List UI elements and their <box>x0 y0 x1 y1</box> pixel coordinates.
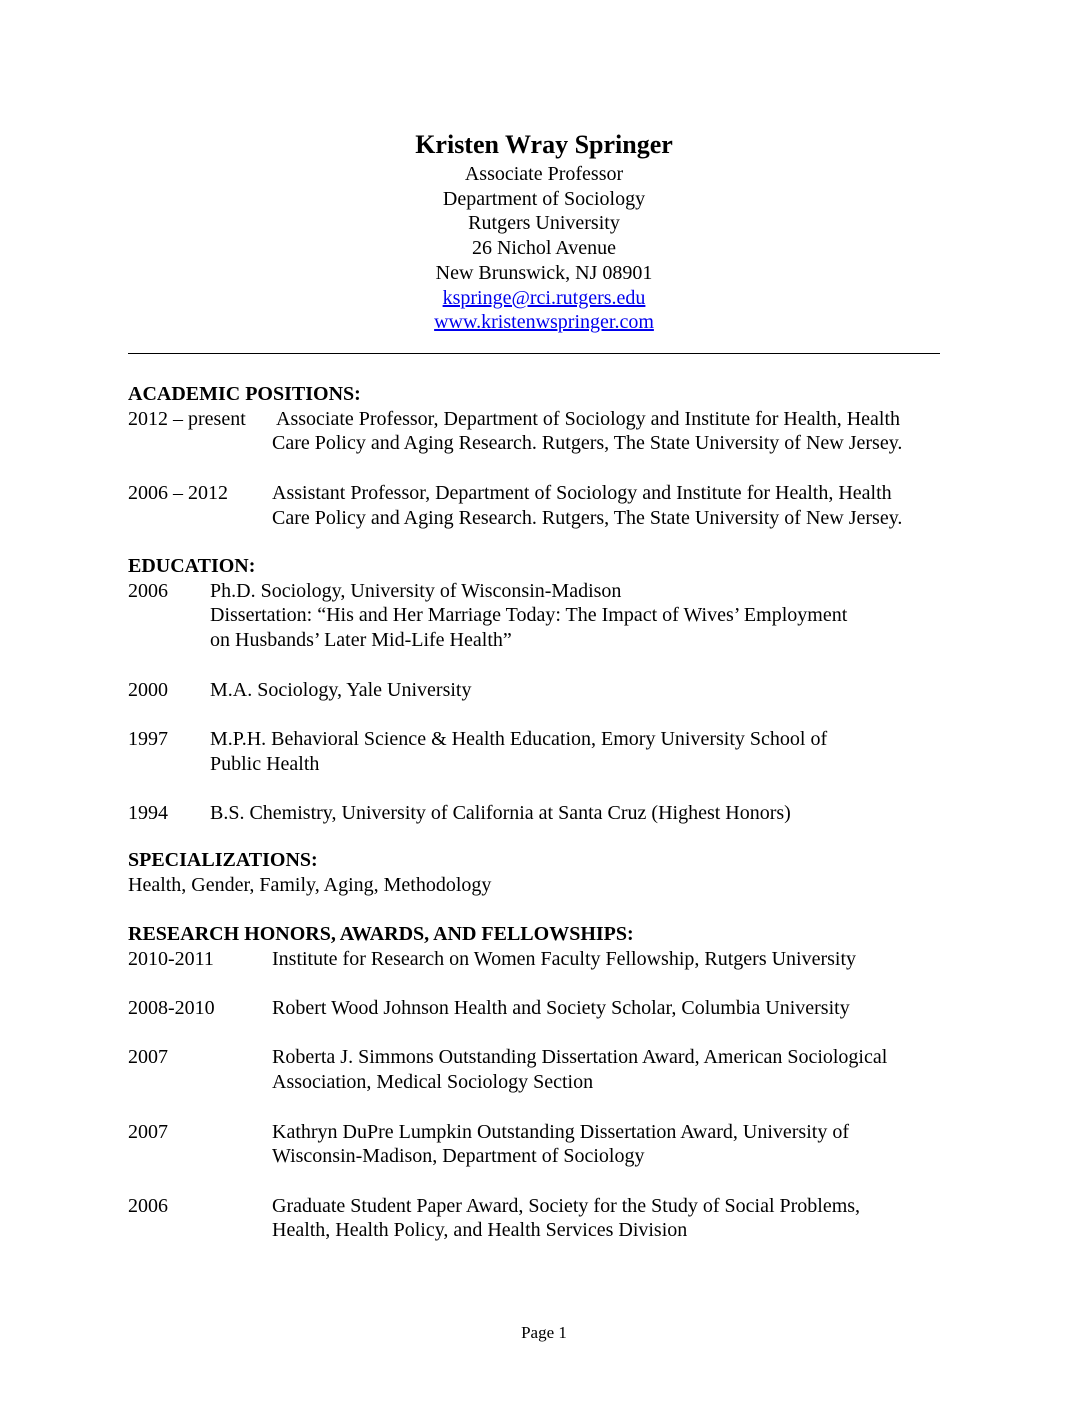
list-item <box>128 801 958 826</box>
list-item <box>128 1045 958 1094</box>
item-date: 2000 <box>128 678 168 701</box>
item-line: Care Policy and Aging Research. Rutgers, The State University of New Jersey. <box>272 432 903 455</box>
header-divider <box>128 353 940 354</box>
section-academic-positions <box>128 382 958 530</box>
item-line: Wisconsin-Madison, Department of Sociology <box>272 1145 645 1168</box>
item-line: Health, Health Policy, and Health Services Division <box>272 1219 688 1242</box>
item-line: on Husbands’ Later Mid-Life Health” <box>210 629 512 652</box>
item-line: Kathryn DuPre Lumpkin Outstanding Dissertation Award, University of <box>272 1120 849 1143</box>
item-line: Care Policy and Aging Research. Rutgers, The State University of New Jersey. <box>272 506 903 529</box>
item-line: Graduate Student Paper Award, Society for the Study of Social Problems, <box>272 1194 861 1217</box>
item-line: M.A. Sociology, Yale University <box>210 678 472 701</box>
section-honors <box>128 922 958 1243</box>
person-name: Kristen Wray Springer <box>415 130 673 159</box>
specializations-text: Health, Gender, Family, Aging, Methodology <box>128 873 492 896</box>
section-education <box>128 554 958 826</box>
department: Department of Sociology <box>442 187 646 210</box>
item-line: Dissertation: “His and Her Marriage Today: The Impact of Wives’ Employment <box>210 604 848 627</box>
job-title: Associate Professor <box>464 163 624 185</box>
item-line: B.S. Chemistry, University of California at Santa Cruz (Highest Honors) <box>210 801 791 824</box>
street-address: 26 Nichol Avenue <box>471 237 617 260</box>
item-date: 2007 <box>128 1120 168 1143</box>
section-specializations <box>128 848 958 897</box>
item-line: M.P.H. Behavioral Science & Health Education, Emory University School of <box>210 727 828 750</box>
item-line: Roberta J. Simmons Outstanding Dissertation Award, American Sociological <box>272 1046 888 1069</box>
item-date: 2008-2010 <box>128 997 215 1020</box>
section-heading: SPECIALIZATIONS: <box>128 849 318 871</box>
item-date: 1994 <box>128 801 168 824</box>
item-line: Associate Professor, Department of Sociology and Institute for Health, Health <box>276 407 901 430</box>
website-link[interactable]: www.kristenwspringer.com <box>434 311 654 334</box>
page-number: Page 1 <box>521 1323 567 1342</box>
item-line: Robert Wood Johnson Health and Society Scholar, Columbia University <box>272 997 850 1020</box>
list-item <box>128 947 958 972</box>
item-line: Association, Medical Sociology Section <box>272 1071 594 1094</box>
section-heading: RESEARCH HONORS, AWARDS, AND FELLOWSHIPS: <box>128 923 634 945</box>
email-link[interactable]: kspringe@rci.rutgers.edu <box>442 286 646 309</box>
item-line: Ph.D. Sociology, University of Wisconsin-Madison <box>210 579 622 602</box>
cv-header <box>0 128 1088 335</box>
item-date: 2006 – 2012 <box>128 481 228 504</box>
list-item <box>128 678 958 703</box>
list-item <box>128 407 958 456</box>
item-date: 2006 <box>128 1194 168 1217</box>
item-date: 2007 <box>128 1046 168 1069</box>
list-item <box>128 481 958 530</box>
item-date: 1997 <box>128 727 168 750</box>
list-item <box>128 996 958 1021</box>
list-item <box>128 1120 958 1169</box>
list-item <box>128 727 958 776</box>
item-date: 2012 – present <box>128 407 246 430</box>
item-date: 2006 <box>128 579 168 602</box>
item-date: 2010-2011 <box>128 947 214 970</box>
section-heading: EDUCATION: <box>128 555 256 577</box>
item-line: Assistant Professor, Department of Sociology and Institute for Health, Health <box>272 481 892 504</box>
list-item <box>128 579 958 653</box>
section-heading: ACADEMIC POSITIONS: <box>128 383 361 405</box>
item-line: Public Health <box>210 752 320 775</box>
list-item <box>128 1194 958 1243</box>
city-state-zip: New Brunswick, NJ 08901 <box>435 261 653 284</box>
university: Rutgers University <box>468 212 620 235</box>
item-line: Institute for Research on Women Faculty Fellowship, Rutgers University <box>272 947 857 970</box>
